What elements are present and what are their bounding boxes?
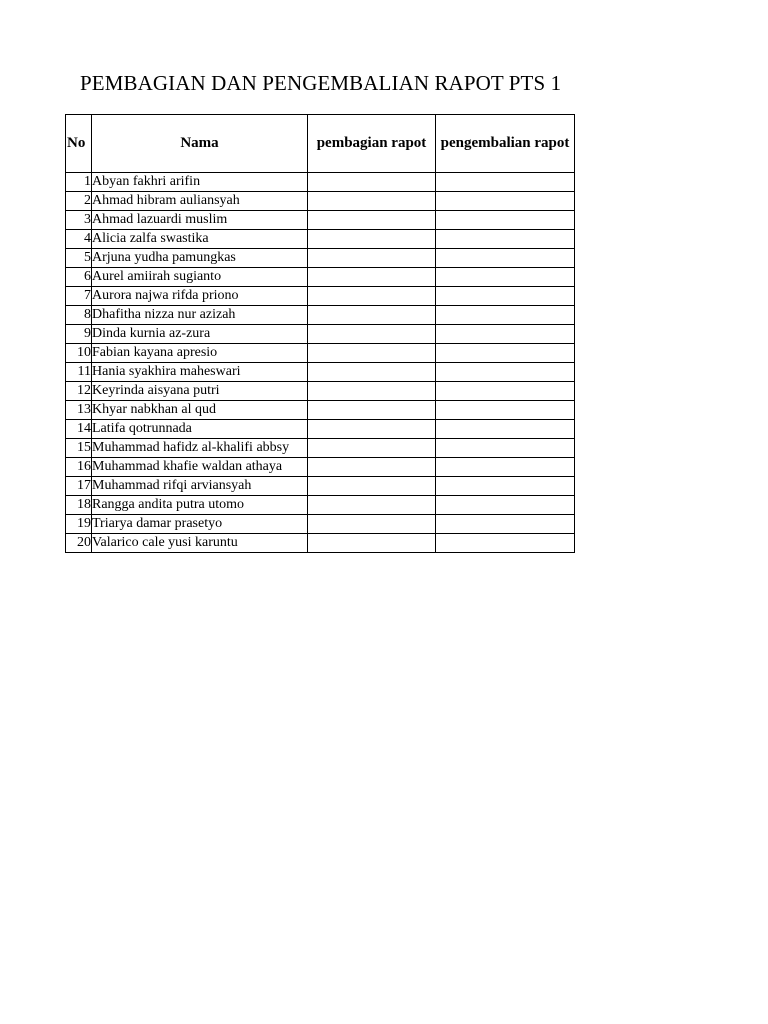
row-number: 18 xyxy=(66,496,92,515)
table-body xyxy=(66,173,575,553)
pengembalian-cell[interactable] xyxy=(436,401,575,420)
pembagian-cell[interactable] xyxy=(308,344,436,363)
pengembalian-cell[interactable] xyxy=(436,344,575,363)
student-name: Dhafitha nizza nur azizah xyxy=(92,307,236,322)
row-number: 13 xyxy=(66,401,92,420)
row-number: 16 xyxy=(66,458,92,477)
student-name: Abyan fakhri arifin xyxy=(92,174,201,189)
row-number: 15 xyxy=(66,439,92,458)
page-title: PEMBAGIAN DAN PENGEMBALIAN RAPOT PTS 1 xyxy=(80,71,562,95)
row-number: 2 xyxy=(66,192,92,211)
student-name-cell xyxy=(92,173,308,192)
row-number: 17 xyxy=(66,477,92,496)
header-pembagian: pembagian rapot xyxy=(308,115,436,173)
pembagian-cell[interactable] xyxy=(308,287,436,306)
pembagian-cell[interactable] xyxy=(308,515,436,534)
table-row xyxy=(66,477,575,496)
row-number: 14 xyxy=(66,420,92,439)
pembagian-cell[interactable] xyxy=(308,439,436,458)
table-row xyxy=(66,192,575,211)
student-name-cell xyxy=(92,439,308,458)
pembagian-cell[interactable] xyxy=(308,496,436,515)
table-row xyxy=(66,496,575,515)
student-name-cell xyxy=(92,534,308,553)
row-number: 20 xyxy=(66,534,92,553)
table-row xyxy=(66,325,575,344)
header-nama: Nama xyxy=(92,115,308,173)
table-row xyxy=(66,363,575,382)
student-name-cell xyxy=(92,211,308,230)
pembagian-cell[interactable] xyxy=(308,211,436,230)
pengembalian-cell[interactable] xyxy=(436,306,575,325)
row-number: 11 xyxy=(66,363,92,382)
pengembalian-cell[interactable] xyxy=(436,496,575,515)
student-name: Keyrinda aisyana putri xyxy=(92,383,220,398)
pengembalian-cell[interactable] xyxy=(436,439,575,458)
student-name-cell xyxy=(92,420,308,439)
student-name: Ahmad hibram auliansyah xyxy=(92,193,240,208)
pengembalian-cell[interactable] xyxy=(436,173,575,192)
pengembalian-cell[interactable] xyxy=(436,325,575,344)
student-name: Alicia zalfa swastika xyxy=(92,231,209,246)
pembagian-cell[interactable] xyxy=(308,363,436,382)
student-name-cell xyxy=(92,325,308,344)
student-name: Muhammad rifqi arviansyah xyxy=(92,478,252,493)
pembagian-cell[interactable] xyxy=(308,401,436,420)
table-row xyxy=(66,420,575,439)
student-name-cell xyxy=(92,344,308,363)
pengembalian-cell[interactable] xyxy=(436,477,575,496)
student-name-cell xyxy=(92,515,308,534)
student-name-cell xyxy=(92,382,308,401)
pembagian-cell[interactable] xyxy=(308,420,436,439)
pengembalian-cell[interactable] xyxy=(436,249,575,268)
student-name-cell xyxy=(92,287,308,306)
pembagian-cell[interactable] xyxy=(308,249,436,268)
table-row xyxy=(66,382,575,401)
student-name: Dinda kurnia az-zura xyxy=(92,326,211,341)
table-row xyxy=(66,515,575,534)
pengembalian-cell[interactable] xyxy=(436,534,575,553)
pengembalian-cell[interactable] xyxy=(436,230,575,249)
table-row xyxy=(66,439,575,458)
row-number: 1 xyxy=(66,173,92,192)
student-name-cell xyxy=(92,401,308,420)
row-number: 3 xyxy=(66,211,92,230)
student-table xyxy=(65,114,575,553)
student-name: Aurel amiirah sugianto xyxy=(92,269,222,284)
student-name-cell xyxy=(92,363,308,382)
table-row xyxy=(66,306,575,325)
pembagian-cell[interactable] xyxy=(308,268,436,287)
pembagian-cell[interactable] xyxy=(308,458,436,477)
pengembalian-cell[interactable] xyxy=(436,211,575,230)
student-name: Arjuna yudha pamungkas xyxy=(92,250,236,265)
student-name: Muhammad khafie waldan athaya xyxy=(92,459,283,474)
table-row xyxy=(66,534,575,553)
student-name-cell xyxy=(92,306,308,325)
student-name: Fabian kayana apresio xyxy=(92,345,218,360)
student-name: Muhammad hafidz al-khalifi abbsy xyxy=(92,440,290,455)
student-name-cell xyxy=(92,230,308,249)
pengembalian-cell[interactable] xyxy=(436,287,575,306)
student-name: Rangga andita putra utomo xyxy=(92,497,245,512)
row-number: 19 xyxy=(66,515,92,534)
row-number: 6 xyxy=(66,268,92,287)
pengembalian-cell[interactable] xyxy=(436,192,575,211)
pembagian-cell[interactable] xyxy=(308,192,436,211)
student-name: Khyar nabkhan al qud xyxy=(92,402,217,417)
row-number: 8 xyxy=(66,306,92,325)
pembagian-cell[interactable] xyxy=(308,306,436,325)
student-name: Triarya damar prasetyo xyxy=(92,516,223,531)
row-number: 9 xyxy=(66,325,92,344)
header-no: No xyxy=(66,115,92,173)
student-name-cell xyxy=(92,477,308,496)
pengembalian-cell[interactable] xyxy=(436,268,575,287)
row-number: 4 xyxy=(66,230,92,249)
table-row xyxy=(66,211,575,230)
student-name-cell xyxy=(92,192,308,211)
student-name-cell xyxy=(92,268,308,287)
pembagian-cell[interactable] xyxy=(308,477,436,496)
student-name: Aurora najwa rifda priono xyxy=(92,288,239,303)
pembagian-cell[interactable] xyxy=(308,325,436,344)
row-number: 10 xyxy=(66,344,92,363)
pembagian-cell[interactable] xyxy=(308,173,436,192)
student-name-cell xyxy=(92,458,308,477)
table-row xyxy=(66,458,575,477)
pengembalian-cell[interactable] xyxy=(436,458,575,477)
student-name: Ahmad lazuardi muslim xyxy=(92,212,228,227)
student-name-cell xyxy=(92,249,308,268)
table-row xyxy=(66,344,575,363)
table-row xyxy=(66,230,575,249)
student-name: Hania syakhira maheswari xyxy=(92,364,241,379)
row-number: 12 xyxy=(66,382,92,401)
pembagian-cell[interactable] xyxy=(308,230,436,249)
pembagian-cell[interactable] xyxy=(308,534,436,553)
student-name: Valarico cale yusi karuntu xyxy=(92,535,238,550)
row-number: 7 xyxy=(66,287,92,306)
header-pengembalian: pengembalian rapot xyxy=(436,115,575,173)
student-name: Latifa qotrunnada xyxy=(92,421,192,436)
student-name-cell xyxy=(92,496,308,515)
row-number: 5 xyxy=(66,249,92,268)
table-row xyxy=(66,401,575,420)
table-header-row xyxy=(66,115,575,173)
table-row xyxy=(66,249,575,268)
pembagian-cell[interactable] xyxy=(308,382,436,401)
pengembalian-cell[interactable] xyxy=(436,363,575,382)
pengembalian-cell[interactable] xyxy=(436,420,575,439)
table-row xyxy=(66,287,575,306)
pengembalian-cell[interactable] xyxy=(436,515,575,534)
pengembalian-cell[interactable] xyxy=(436,382,575,401)
table-row xyxy=(66,173,575,192)
table-row xyxy=(66,268,575,287)
